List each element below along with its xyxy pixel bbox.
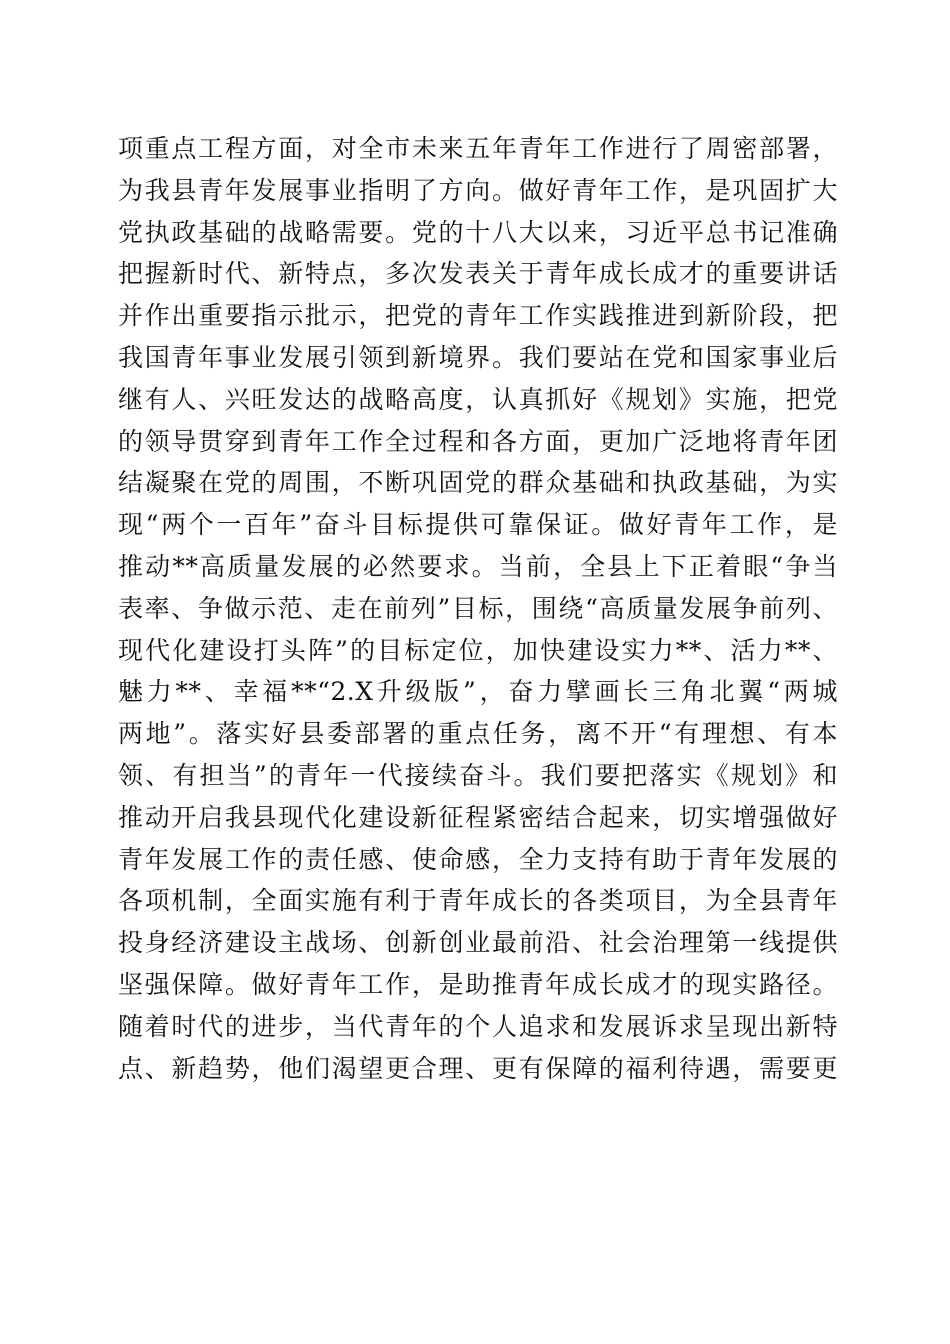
text-line: 并作出重要指示批示，把党的青年工作实践推进到新阶段，把: [118, 301, 838, 331]
text-line: 党执政基础的战略需要。党的十八大以来，习近平总书记准确: [118, 217, 838, 247]
text-line: 继有人、兴旺发达的战略高度，认真抓好《规划》实施，把党: [118, 384, 838, 414]
text-line: 各项机制，全面实施有利于青年成长的各类项目，为全县青年: [118, 886, 838, 916]
text-line: 点、新趋势，他们渴望更合理、更有保障的福利待遇，需要更: [118, 1053, 838, 1083]
text-line: 推动**高质量发展的必然要求。当前，全县上下正着眼“争当: [118, 551, 838, 581]
text-line: 现“两个一百年”奋斗目标提供可靠保证。做好青年工作，是: [118, 510, 838, 540]
text-line: 为我县青年发展事业指明了方向。做好青年工作，是巩固扩大: [118, 175, 838, 205]
text-line: 项重点工程方面，对全市未来五年青年工作进行了周密部署，: [118, 134, 838, 163]
body-text: [118, 128, 838, 1089]
text-line: 投身经济建设主战场、创新创业最前沿、社会治理第一线提供: [118, 928, 838, 958]
text-line: 把握新时代、新特点，多次发表关于青年成长成才的重要讲话: [118, 259, 838, 289]
text-line: 的领导贯穿到青年工作全过程和各方面，更加广泛地将青年团: [118, 426, 838, 456]
text-line: 推动开启我县现代化建设新征程紧密结合起来，切实增强做好: [118, 802, 838, 832]
text-line: 坚强保障。做好青年工作，是助推青年成长成才的现实路径。: [118, 969, 838, 999]
text-line: 魅力**、幸福**“2.X升级版”，奋力擘画长三角北翼“两城: [118, 677, 838, 707]
text-line: 结凝聚在党的周围，不断巩固党的群众基础和执政基础，为实: [118, 468, 838, 498]
text-line: 随着时代的进步，当代青年的个人追求和发展诉求呈现出新特: [118, 1011, 838, 1041]
text-line: 青年发展工作的责任感、使命感，全力支持有助于青年发展的: [118, 844, 838, 874]
text-line: 两地”。落实好县委部署的重点任务，离不开“有理想、有本: [118, 719, 838, 749]
text-line: 领、有担当”的青年一代接续奋斗。我们要把落实《规划》和: [118, 760, 838, 790]
text-line: 我国青年事业发展引领到新境界。我们要站在党和国家事业后: [118, 342, 838, 372]
text-line: 表率、争做示范、走在前列”目标，围绕“高质量发展争前列、: [118, 593, 838, 623]
text-line: 现代化建设打头阵”的目标定位，加快建设实力**、活力**、: [118, 635, 838, 665]
